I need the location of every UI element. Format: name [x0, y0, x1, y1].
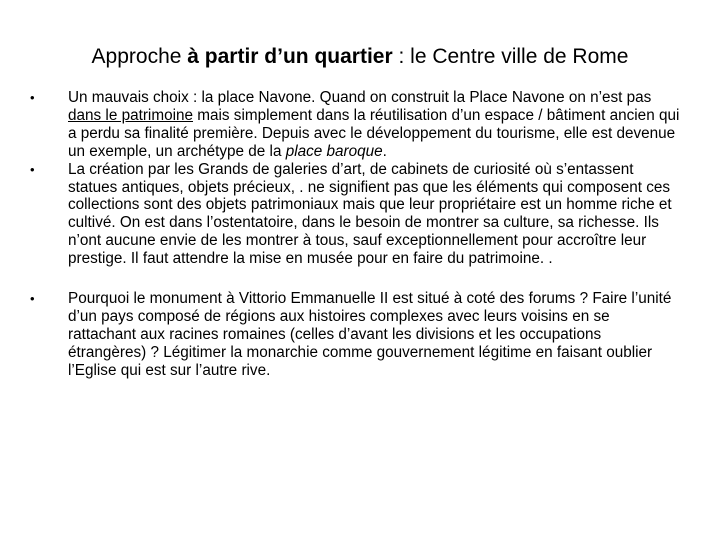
bullet-italic-text: place baroque [285, 142, 383, 160]
bullet-text: Un mauvais choix : la place Navone. Quand on construit la Place Navone on n’est pas [68, 89, 652, 106]
bullet-item [30, 89, 680, 161]
bullet-item [30, 161, 680, 268]
bullet-list [30, 89, 680, 380]
bullet-text: mais simplement dans la réutilisation d’un espace / bâtiment ancien qui a perdu sa finalité première. Depuis avec le développement du tourisme, elle est devenue un exemple, un archétype de la [68, 106, 680, 160]
bullet-marker: • [30, 161, 35, 177]
bullet-underlined-text: dans le patrimoine [68, 106, 193, 124]
bullet-text: La création par les Grands de galeries d’art, de cabinets de curiosité où s’entassent statues antiques, objets précieux, . ne signifient pas que les éléments qui composent ces collections sont des objets patrimoniaux mais que leur propriétaire est un homme riche et cultivé. On est dans l’ostentatoire, dans le besoin de montrer sa culture, sa richesse. Ils n’ont aucune envie de les montrer à tous, sauf exceptionnellement pour accroître leur prestige. Il faut attendre la mise en musée pour en faire du patrimoine. . [68, 160, 672, 268]
bullet-text: Pourquoi le monument à Vittorio Emmanuelle II est situé à coté des forums ? Faire l’unité d’un pays composé de régions aux histoires complexes avec leurs voisins en se rattachant aux racines romaines (celles d’avant les divisions et les occupations étrangères) ? Légitimer la monarchie comme gouvernement légitime en faisant oublier l’Eglise qui est sur l’autre rive. [68, 290, 672, 379]
slide-title-suffix: : le Centre ville de Rome [392, 45, 629, 68]
bullet-item [30, 290, 680, 380]
bullet-text: . [382, 142, 387, 160]
slide-title-emphasis: à partir d’un quartier [187, 45, 393, 68]
slide-title-prefix: Approche [91, 45, 188, 68]
slide-title [0, 42, 720, 72]
bullet-marker: • [30, 90, 35, 105]
bullet-marker: • [30, 291, 35, 307]
